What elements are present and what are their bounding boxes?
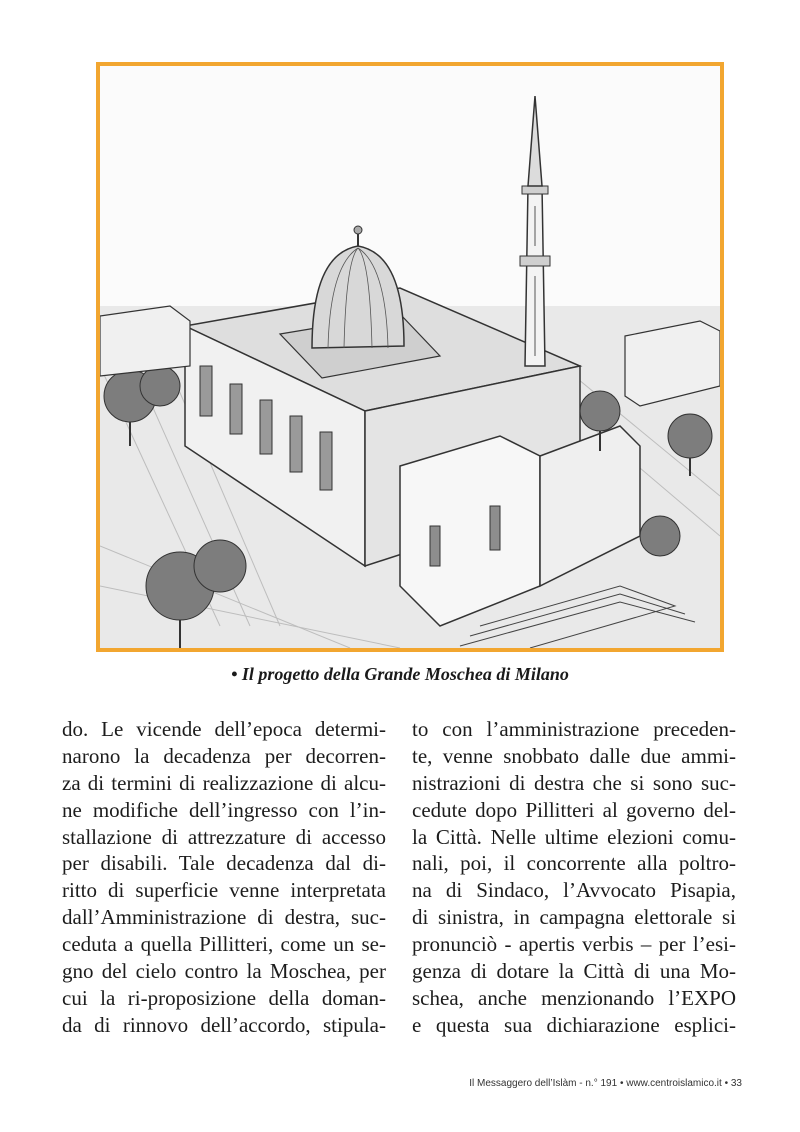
- text-line: ne modifiche dell’ingresso con l’in-: [62, 797, 386, 822]
- text-column-left: [62, 716, 386, 1039]
- text-line: ritto di superficie venne interpretata: [62, 878, 386, 903]
- text-line: na di Sindaco, l’Avvocato Pisapia,: [412, 878, 736, 903]
- text-line: pronunciò - apertis verbis – per l’esi-: [412, 932, 736, 957]
- text-line: dall’Amministrazione di destra, suc-: [62, 905, 386, 930]
- text-line: narono la decadenza per decorren-: [62, 743, 386, 768]
- text-line: gno del cielo contro la Moschea, per: [62, 959, 386, 984]
- text-line: nistrazioni di destra che si sono suc-: [412, 770, 736, 795]
- text-line: te, venne snobbato dalle due ammi-: [412, 743, 736, 768]
- mosque-illustration: [100, 66, 720, 648]
- text-line: genza di dotare la Città di una Mo-: [412, 959, 736, 984]
- text-line: e questa sua dichiarazione esplici-: [412, 1012, 736, 1037]
- text-line: to con l’amministrazione preceden-: [412, 717, 736, 741]
- text-line: la Città. Nelle ultime elezioni comu-: [412, 824, 736, 849]
- text-column-right: [412, 716, 736, 1039]
- figure-caption: • Il progetto della Grande Moschea di Milano: [231, 664, 569, 684]
- text-line: za di termini di realizzazione di alcu-: [62, 770, 386, 795]
- article-body: [62, 716, 742, 1056]
- text-line: di sinistra, in campagna elettorale si: [412, 905, 736, 930]
- text-line: da di rinnovo dell’accordo, stipula-: [62, 1012, 386, 1037]
- text-line: do. Le vicende dell’epoca determi-: [62, 717, 386, 741]
- text-line: ceduta a quella Pillitteri, come un se-: [62, 932, 386, 957]
- page-footer: Il Messaggero dell’Islàm - n.° 191 • www.centroislamico.it • 33: [469, 1078, 742, 1089]
- text-line: stallazione di attrezzature di accesso: [62, 824, 386, 849]
- text-line: cedute dopo Pillitteri al governo del-: [412, 797, 736, 822]
- text-line: schea, anche menzionando l’EXPO: [412, 985, 736, 1010]
- figure-frame: [96, 62, 724, 652]
- text-line: cui la ri-proposizione della doman-: [62, 985, 386, 1010]
- text-line: nali, poi, il concorrente alla poltro-: [412, 851, 736, 876]
- text-line: per disabili. Tale decadenza dal di-: [62, 851, 386, 876]
